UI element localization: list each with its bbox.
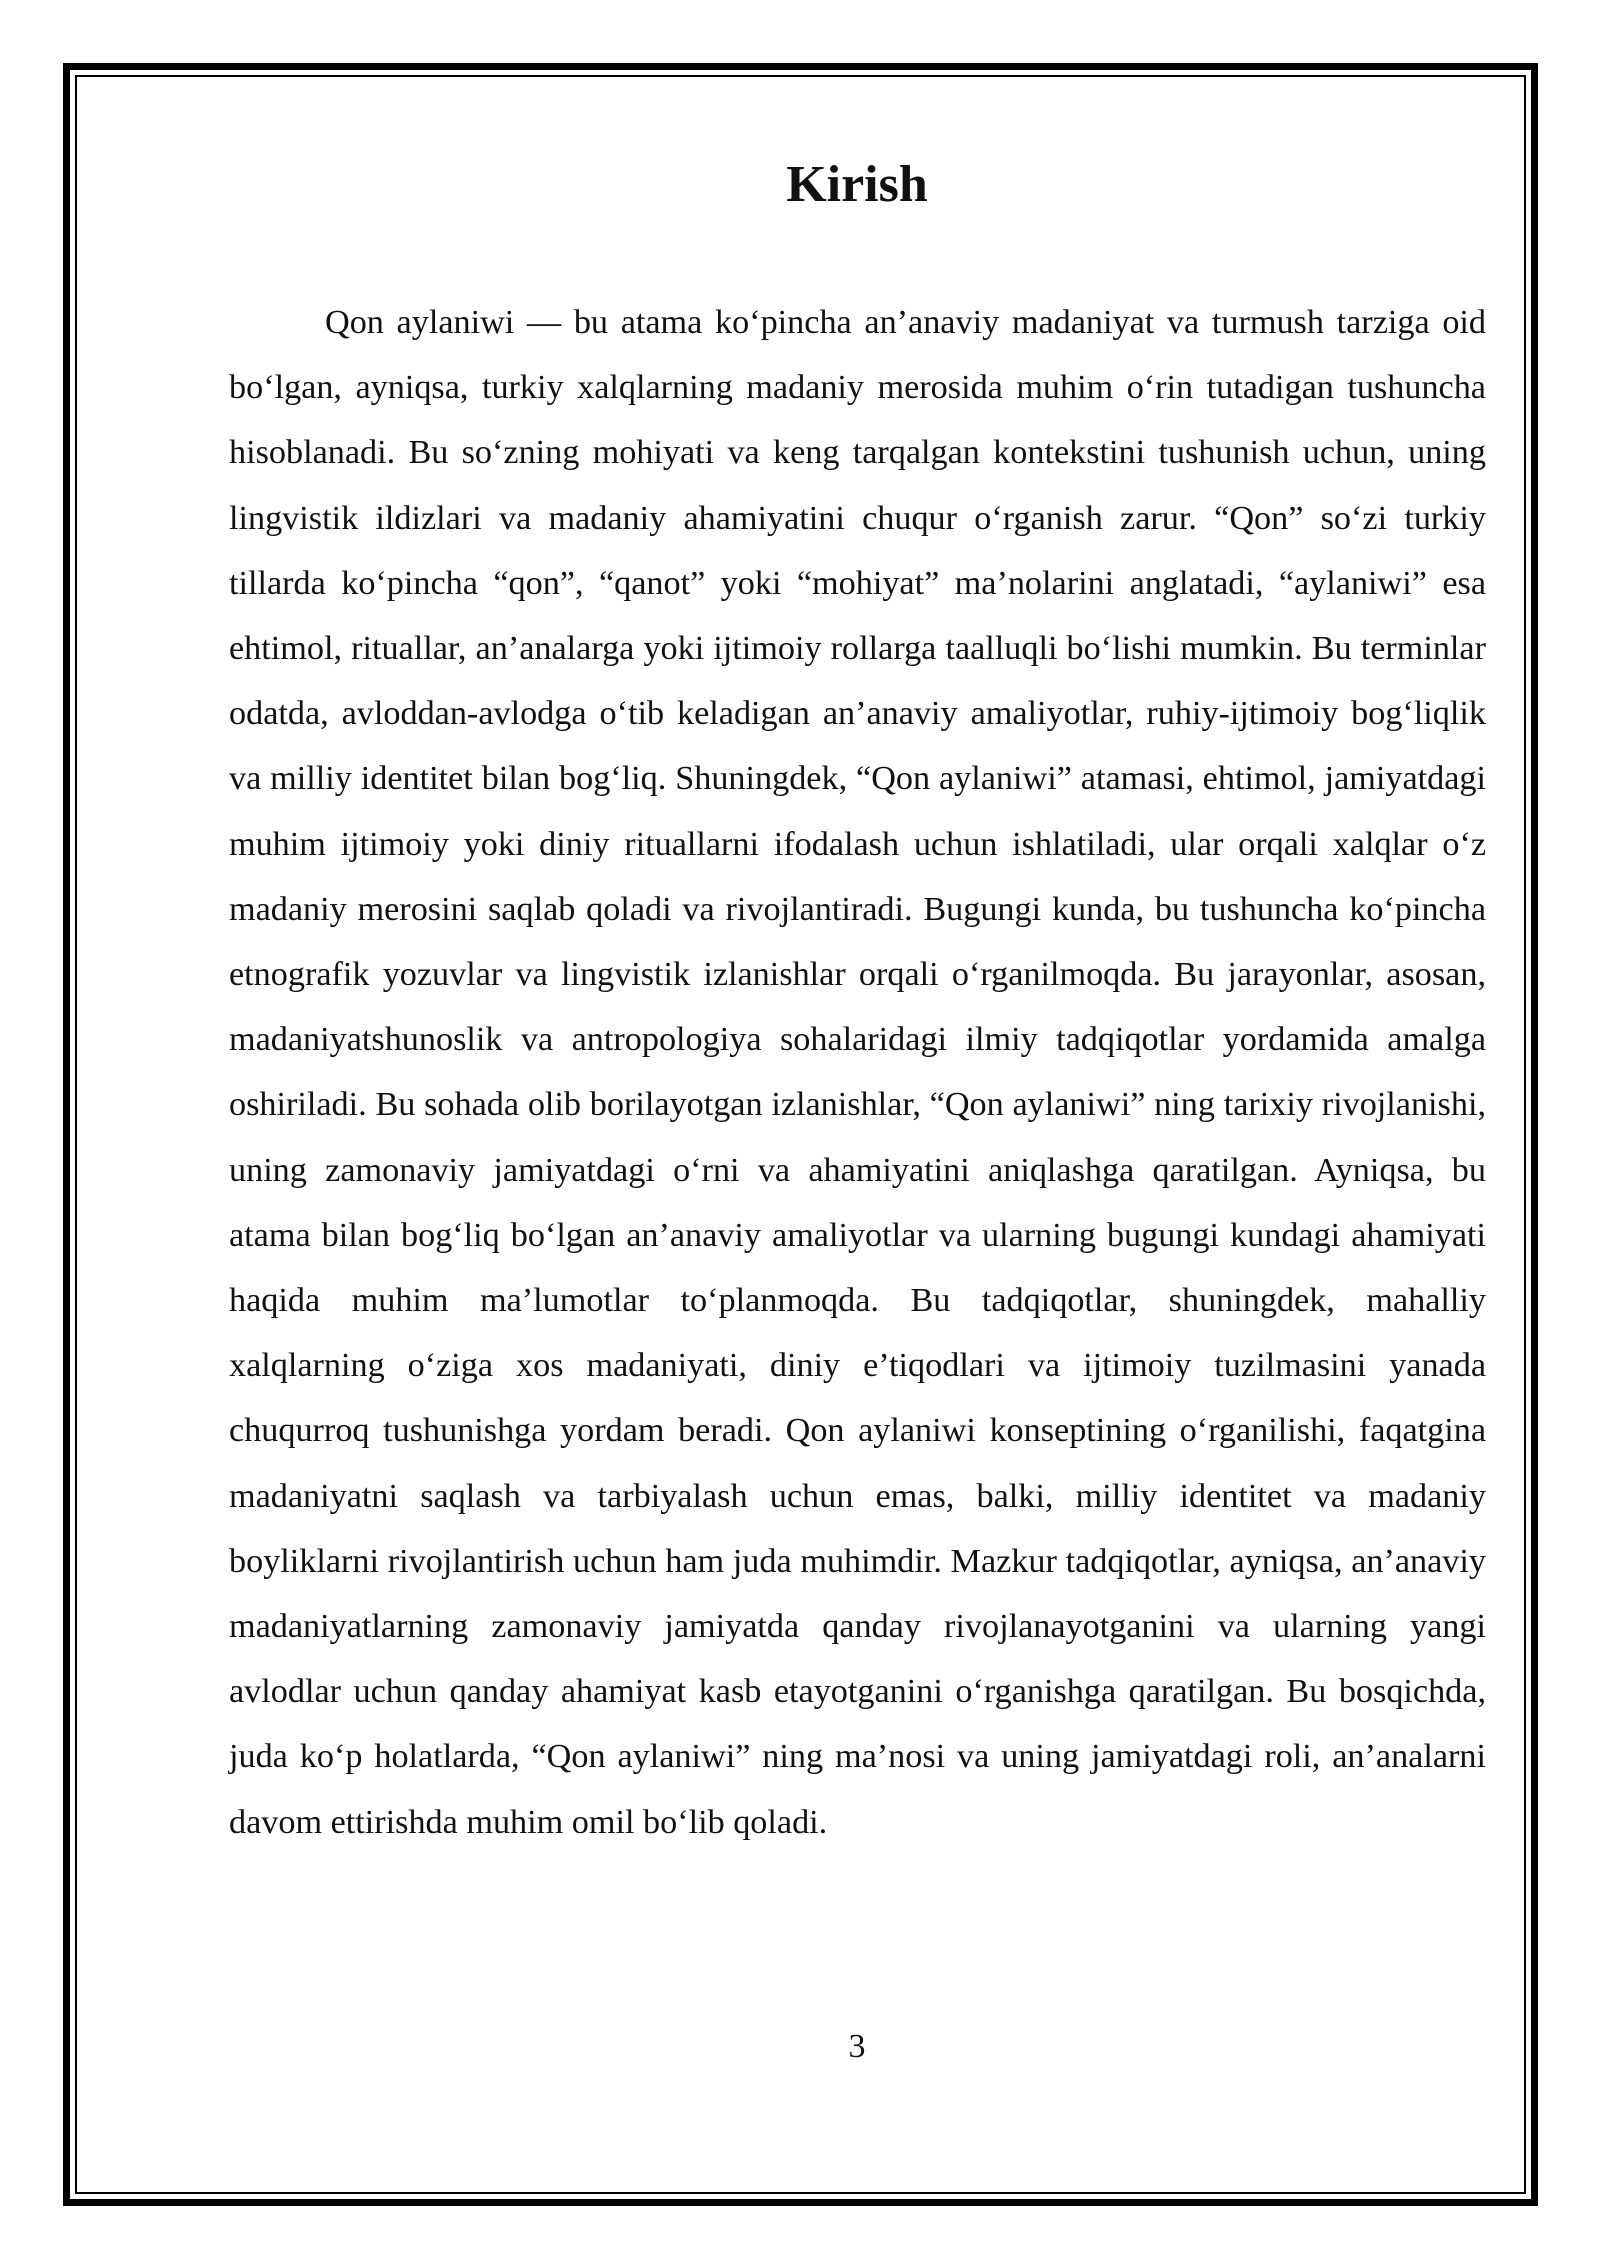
- page-title: Kirish: [786, 156, 928, 213]
- page-number: 3: [848, 2028, 866, 2065]
- body-paragraph: Qon aylaniwi — bu atama koʻpincha an’anaviy madaniyat va turmush tarziga oid boʻlgan, ayniqsa, turkiy xalqlarning madaniy merosida muhim oʻrin tutadigan tushuncha hisoblanadi. Bu soʻzning mohiyati va keng tarqalgan kontekstini tushunish uchun, uning lingvistik ildizlari va madaniy ahamiyatini chuqur oʻrganish zarur. “Qon” soʻzi turkiy tillarda koʻpincha “qon”, “qanot” yoki “mohiyat” ma’nolarini anglatadi, “aylaniwi” esa ehtimol, rituallar, an’analarga yoki ijtimoiy rollarga taalluqli boʻlishi mumkin. Bu terminlar odatda, avloddan-avlodga oʻtib keladigan an’anaviy amaliyotlar, ruhiy-ijtimoiy bogʻliqlik va milliy identitet bilan bogʻliq. Shuningdek, “Qon aylaniwi” atamasi, ehtimol, jamiyatdagi muhim ijtimoiy yoki diniy rituallarni ifodalash uchun ishlatiladi, ular orqali xalqlar oʻz madaniy merosini saqlab qoladi va rivojlantiradi. Bugungi kunda, bu tushuncha koʻpincha etnografik yozuvlar va lingvistik izlanishlar orqali oʻrganilmoqda. Bu jarayonlar, asosan, madaniyatshunoslik va antropologiya sohalaridagi ilmiy tadqiqotlar yordamida amalga oshiriladi. Bu sohada olib borilayotgan izlanishlar, “Qon aylaniwi” ning tarixiy rivojlanishi, uning zamonaviy jamiyatdagi oʻrni va ahamiyatini aniqlashga qaratilgan. Ayniqsa, bu atama bilan bogʻliq boʻlgan an’anaviy amaliyotlar va ularning bugungi kundagi ahamiyati haqida muhim ma’lumotlar toʻplanmoqda. Bu tadqiqotlar, shuningdek, mahalliy xalqlarning oʻziga xos madaniyati, diniy e’tiqodlari va ijtimoiy tuzilmasini yanada chuqurroq tushunishga yordam beradi. Qon aylaniwi konseptining oʻrganilishi, faqatgina madaniyatni saqlash va tarbiyalash uchun emas, balki, milliy identitet va madaniy boyliklarni rivojlantirish uchun ham juda muhimdir. Mazkur tadqiqotlar, ayniqsa, an’anaviy madaniyatlarning zamonaviy jamiyatda qanday rivojlanayotganini va ularning yangi avlodlar uchun qanday ahamiyat kasb etayotganini oʻrganishga qaratilgan. Bu bosqichda, juda koʻp holatlarda, “Qon aylaniwi” ning ma’nosi va uning jamiyatdagi roli, an’analarni davom ettirishda muhim omil boʻlib qoladi.: [229, 304, 1486, 1841]
